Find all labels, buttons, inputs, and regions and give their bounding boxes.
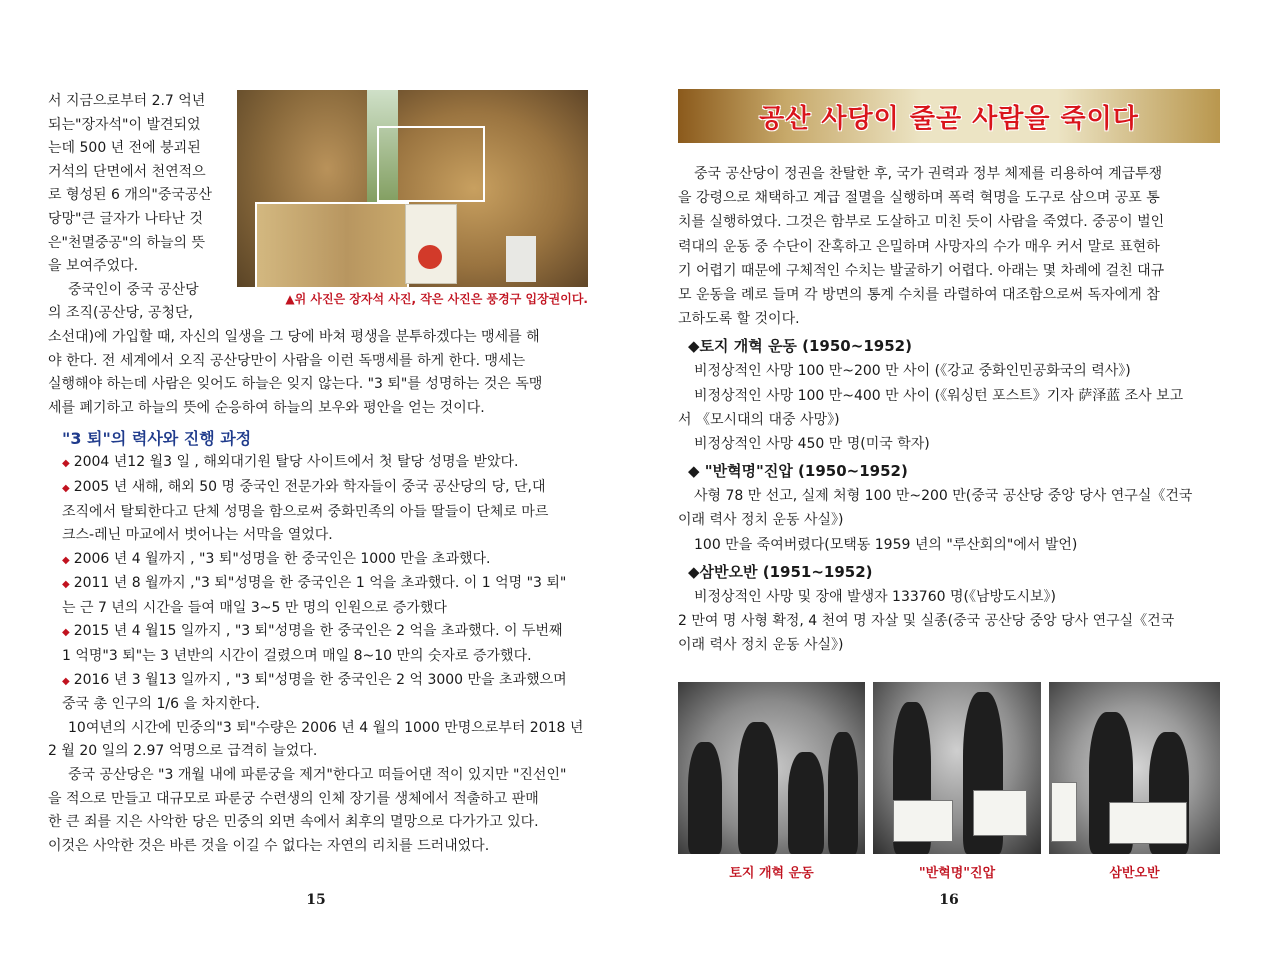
timeline-text: 조직에서 탈퇴한다고 단체 성명을 함으로써 중화민족의 아들 딸들이 단체로 마르 xyxy=(62,503,549,520)
text-line: 중국 공산당은 "3 개월 내에 파룬궁을 제거"한다고 떠들어댄 적이 있지만 "진선인" xyxy=(68,767,567,784)
statistic-line: 2 만여 명 사형 확정, 4 천여 명 자살 및 실종(중국 공산당 중앙 당사 연구실《건국 xyxy=(678,613,1175,630)
campaign-heading: ◆토지 개혁 운동 (1950~1952) xyxy=(688,337,912,356)
timeline-item xyxy=(48,451,588,476)
section-heading: "3 퇴"의 력사와 진행 과정 xyxy=(62,429,252,449)
timeline-item xyxy=(48,548,588,573)
timeline-item xyxy=(48,524,588,548)
counterrevolutionary-suppression-photo xyxy=(873,682,1041,854)
text-line: 한 큰 죄를 지은 사악한 당은 민중의 외면 속에서 최후의 멸망으로 다가가고 있다. xyxy=(48,814,539,831)
timeline-item xyxy=(48,476,588,501)
title-banner xyxy=(678,89,1220,143)
campaign-heading: ◆삼반오반 (1951~1952) xyxy=(688,562,873,581)
bullet-diamond-icon: ◆ xyxy=(62,554,70,566)
text-line: 고하도록 할 것이다. xyxy=(678,311,800,328)
text-line: 당망"큰 글자가 나타난 것 xyxy=(48,210,204,227)
page-number: 16 xyxy=(939,892,959,908)
text-line: 야 한다. 전 세계에서 오직 공산당만이 사람을 이런 독맹세를 하게 한다. 맹세는 xyxy=(48,352,526,369)
admission-ticket-image xyxy=(405,204,457,284)
text-line: 치를 실행하였다. 그것은 함부로 도살하고 미친 듯이 사람을 죽였다. 중공이 벌인 xyxy=(678,214,1165,231)
campaign-sections xyxy=(678,333,1220,657)
bullet-diamond-icon: ◆ xyxy=(62,458,70,470)
text-line: 는데 500 년 전에 붕괴된 xyxy=(48,140,201,157)
placard xyxy=(893,800,953,842)
text-line: 세를 폐기하고 하늘의 뜻에 순응하여 하늘의 보우와 평안을 얻는 것이다. xyxy=(48,399,485,416)
statistic-line: 100 만을 죽여버렸다(모택동 1959 년의 "루산회의"에서 발언) xyxy=(694,536,1078,553)
timeline-text: 2015 년 4 월15 일까지 , "3 퇴"성명을 한 중국인은 2 억을 초과했다. 이 두번째 xyxy=(73,623,563,640)
text-line: 중국인이 중국 공산당 xyxy=(68,281,199,298)
timeline-text: 2005 년 새해, 해외 50 명 중국인 전문가와 학자들이 중국 공산당의 당, 단,대 xyxy=(73,478,546,495)
timeline-item xyxy=(48,669,588,694)
text-line: 의 조직(공산당, 공청단, xyxy=(48,305,193,322)
bullet-diamond-icon: ◆ xyxy=(62,675,70,687)
text-line: 되는"장자석"이 발견되었 xyxy=(48,116,201,133)
caption-suppression: "반혁명"진압 xyxy=(918,866,996,881)
timeline-text: 2004 년12 월3 일 , 해외대기원 탈당 사이트에서 첫 탈당 성명을 받았다. xyxy=(73,454,519,471)
bullet-diamond-icon: ◆ xyxy=(62,579,70,591)
statistic-line: 이래 력사 정치 운동 사실》) xyxy=(678,637,844,654)
closing-paragraph-2 xyxy=(48,764,588,858)
placard xyxy=(1109,802,1187,844)
text-line: 2 월 20 일의 2.97 억명으로 급격히 늘었다. xyxy=(48,743,318,760)
timeline-item xyxy=(48,597,588,621)
caption-land-reform: 토지 개혁 운동 xyxy=(729,866,814,881)
person-figure xyxy=(788,752,824,854)
text-line: 거석의 단면에서 천연적으 xyxy=(48,163,206,180)
text-line: 기 어렵기 때문에 구체적인 수치는 발굴하기 어렵다. 아래는 몇 차례에 걸친 대규 xyxy=(678,262,1165,279)
statistic-line: 비정상적인 사망 100 만~400 만 사이 (《워싱턴 포스트》기자 萨泽蓝 조사 보고 xyxy=(694,387,1184,404)
oath-paragraph-continued xyxy=(48,326,588,420)
page-title: 공산 사당이 줄곧 사람을 죽이다 xyxy=(759,103,1139,134)
campaign-heading: ◆ "반혁명"진압 (1950~1952) xyxy=(688,462,908,481)
bullet-diamond-icon: ◆ xyxy=(62,627,70,639)
closing-paragraph-1 xyxy=(48,717,588,764)
statistic-line: 비정상적인 사망 450 만 명(미국 학자) xyxy=(694,436,930,453)
highlight-frame xyxy=(377,126,485,202)
text-line: 중국 공산당이 정권을 찬탈한 후, 국가 권력과 정부 체제를 리용하여 계급투쟁 xyxy=(694,166,1163,182)
text-line: 실행해야 하는데 사람은 잊어도 하늘은 잊지 않는다. "3 퇴"를 성명하는 것은 독맹 xyxy=(48,376,543,393)
text-line: 소선대)에 가입할 때, 자신의 일생을 그 당에 바쳐 평생을 분투하겠다는 맹세를 해 xyxy=(48,328,540,345)
timeline-item xyxy=(48,620,588,645)
caption-three-anti: 삼반오반 xyxy=(1109,866,1160,881)
placard xyxy=(973,790,1027,836)
timeline-list xyxy=(48,451,588,717)
timeline-item xyxy=(48,572,588,597)
inset-closeup-photo xyxy=(255,202,409,287)
text-line: 을 강령으로 채택하고 계급 절멸을 실행하며 폭력 혁명을 도구로 삼으며 공포 통 xyxy=(678,190,1160,207)
timeline-text: 중국 총 인구의 1/6 을 차지한다. xyxy=(62,696,260,713)
statistic-line: 사형 78 만 선고, 실제 처형 100 만~200 만(중국 공산당 중앙 당사 연구실《건국 xyxy=(694,488,1193,505)
bullet-diamond-icon: ◆ xyxy=(62,482,70,494)
timeline-text: 2006 년 4 월까지 , "3 퇴"성명을 한 중국인은 1000 만을 초과했다. xyxy=(73,550,491,567)
text-line: 로 형성된 6 개의"중국공산 xyxy=(48,187,212,204)
text-line: 은"천멸중공"의 하늘의 뜻 xyxy=(48,234,206,251)
person-figure xyxy=(688,742,722,854)
statistic-line: 비정상적인 사망 및 장애 발생자 133760 명(《남방도시보》) xyxy=(694,588,1057,605)
timeline-text: 2011 년 8 월까지 ,"3 퇴"성명을 한 중국인은 1 억을 초과했다. 이 1 억명 "3 퇴" xyxy=(73,575,567,592)
statistic-line: 이래 력사 정치 운동 사실》) xyxy=(678,512,844,529)
page-15 xyxy=(0,0,632,978)
statistic-line: 서 《모시대의 대중 사망》) xyxy=(678,411,840,428)
left-text-block xyxy=(48,90,588,858)
timeline-item xyxy=(48,645,588,669)
text-line: 력대의 운동 중 수단이 잔혹하고 은밀하며 사망자의 수가 매우 커서 말로 표현하 xyxy=(678,238,1160,255)
historical-photos xyxy=(678,682,1220,854)
text-line: 을 적으로 만들고 대규모로 파룬궁 수련생의 인체 장기를 생체에서 적출하고 판매 xyxy=(48,790,539,807)
zhangzishi-photo xyxy=(237,90,588,287)
right-text-block xyxy=(678,162,1220,657)
person-figure xyxy=(828,732,858,854)
placard xyxy=(1051,782,1077,842)
page-16 xyxy=(633,0,1265,978)
page-number: 15 xyxy=(306,892,326,908)
land-reform-photo xyxy=(678,682,865,854)
three-anti-five-anti-photo xyxy=(1049,682,1220,854)
text-line: 이것은 사악한 것은 바른 것을 이길 수 없다는 자연의 리치를 드러내었다. xyxy=(48,837,490,854)
statistic-line: 비정상적인 사망 100 만~200 만 사이 (《강교 중화인민공화국의 력사》) xyxy=(694,363,1131,380)
right-intro-paragraph xyxy=(678,162,1220,331)
text-line: 서 지금으로부터 2.7 억년 xyxy=(48,93,206,109)
photo-captions xyxy=(678,862,1220,882)
timeline-text: 2016 년 3 월13 일까지 , "3 퇴"성명을 한 중국인은 2 억 3000 만을 초과했으며 xyxy=(73,671,567,688)
timeline-text: 1 억명"3 퇴"는 3 년반의 시간이 걸렸으며 매일 8~10 만의 숫자로 증가했다. xyxy=(62,648,532,665)
red-seal-icon xyxy=(418,245,442,269)
timeline-text: 는 근 7 년의 시간을 들여 매일 3~5 만 명의 인원으로 증가했다 xyxy=(62,599,447,616)
stone-post xyxy=(506,236,536,282)
person-figure xyxy=(738,722,778,854)
timeline-item xyxy=(48,501,588,525)
text-line: 10여년의 시간에 민중의"3 퇴"수량은 2006 년 4 월의 1000 만명으로부터 2018 년 xyxy=(68,719,584,736)
timeline-item xyxy=(48,693,588,717)
photo-caption: ▲위 사진은 장자석 사진, 작은 사진은 풍경구 입장권이다. xyxy=(285,292,588,306)
text-line: 모 운동을 례로 들며 각 방면의 통계 수치를 라렬하여 대조함으로써 독자에게 참 xyxy=(678,287,1160,304)
text-line: 을 보여주었다. xyxy=(48,258,139,275)
timeline-text: 크스-레닌 마교에서 벗어나는 서막을 열었다. xyxy=(62,527,333,544)
